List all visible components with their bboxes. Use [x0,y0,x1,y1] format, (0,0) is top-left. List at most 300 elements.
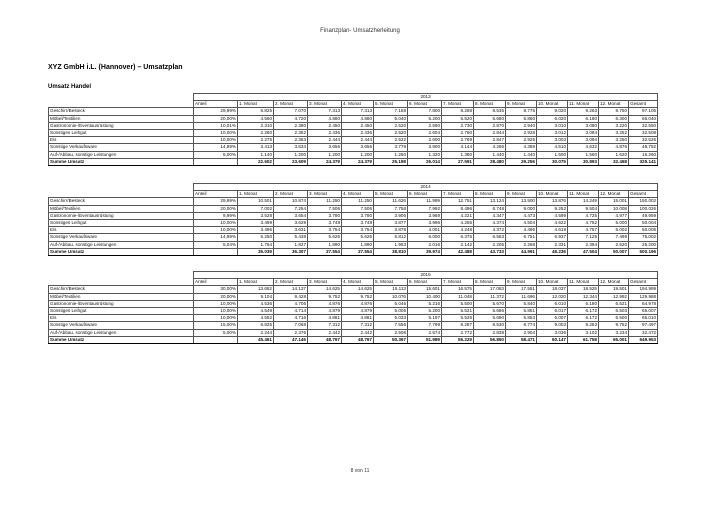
table-row [49,144,658,151]
table-cell: 4.255 [442,220,474,227]
table-cell: 7.556 [374,322,408,329]
table-cell: 1.380 [442,151,474,158]
table-cell: 9.750 [599,108,629,115]
sum-cell: 61.758 [568,336,599,343]
table-cell: 5.250 [238,234,274,241]
sum-cell: 36.307 [274,248,308,255]
blank-cell [49,184,194,191]
table-cell: 2.870 [474,122,506,129]
sum-cell: 44.991 [506,248,537,255]
table-cell: 7.800 [408,108,442,115]
table-cell: 3.654 [274,212,308,219]
table-cell: 4.388 [506,144,537,151]
blank-cell [49,101,194,108]
table-cell: 2.508 [374,329,408,336]
table-cell: 14.137 [274,286,308,293]
table-cell: 5.526 [442,315,474,322]
table-cell: 10,00% [194,130,238,137]
table-cell: 75.002 [629,234,658,241]
table-cell: 1.827 [274,241,308,248]
column-header: 6. Monat [408,101,442,108]
table-cell: 3.102 [568,329,599,336]
table-cell: 5.680 [474,115,506,122]
table-cell: 3.010 [537,122,568,129]
table-cell: 11.048 [442,293,474,300]
company-heading: XYZ GmbH i.L. (Hannover) – Umsatzplan [48,64,183,71]
table-cell: 10,00% [194,300,238,307]
column-header: Anteil [194,101,238,108]
table-cell: 5.500 [442,300,474,307]
table-cell: 2.450 [342,122,374,129]
table-row [49,108,658,115]
table-cell: 8.288 [442,108,474,115]
table-cell: 4.881 [308,315,342,322]
table-cell: 6.020 [537,115,568,122]
table-cell: 6.172 [568,315,599,322]
table-cell: 1.200 [342,151,374,158]
table-cell: 12.751 [442,198,474,205]
table-cell: 50.004 [629,220,658,227]
table-cell: 7.758 [374,205,408,212]
row-label: Gastronomie-/Eventausrüstung [49,212,194,219]
table-cell: 2.244 [238,329,274,336]
column-header: 12. Monat [599,191,629,198]
column-header: 4. Monat [342,279,374,286]
column-header: 5. Monat [374,279,408,286]
table-row [49,293,658,300]
column-header: 8. Monat [474,279,506,286]
table-cell: 32.472 [629,329,658,336]
table-cell: 100.026 [629,205,658,212]
table-cell: 14,99% [194,234,238,241]
table-cell: 9.000 [506,205,537,212]
column-header: Gesamt [629,279,658,286]
table-cell: 1.140 [238,151,274,158]
table-cell: 4.752 [568,220,599,227]
table-cell: 5.000 [599,220,629,227]
table-cell: 7.002 [238,205,274,212]
row-label: Eis [49,137,194,144]
table-cell: 2.522 [374,137,408,144]
sum-cell: 47.146 [274,336,308,343]
table-cell: 5.033 [374,315,408,322]
table-cell: 4.876 [342,300,374,307]
table-cell: 5.002 [599,227,629,234]
table-cell: 97.497 [629,322,658,329]
table-cell: 10,01% [194,122,238,129]
table-cell: 3.528 [238,212,274,219]
table-cell: 4.248 [442,227,474,234]
table-cell: 65.010 [629,315,658,322]
table-cell: 6.300 [599,115,629,122]
table-cell: 2.444 [308,137,342,144]
table-cell: 2.772 [442,329,474,336]
table-cell: 3.656 [342,144,374,151]
table-cell: 9,99% [194,212,238,219]
sum-cell: 22.602 [238,158,274,165]
table-cell: 4.725 [568,212,599,219]
table-cell: 2.520 [374,130,408,137]
row-label: Sonstiges Leihgut [49,308,194,315]
column-header: 8. Monat [474,101,506,108]
table-cell: 7.506 [308,205,342,212]
sum-cell: 58.471 [506,336,537,343]
table-cell: 1.500 [537,151,568,158]
column-header: 11. Monat [568,101,599,108]
table-cell: 1.440 [474,151,506,158]
column-header: 10. Monat [537,279,568,286]
table-cell: 2.310 [238,122,274,129]
table-cell: 5.812 [374,234,408,241]
table-cell: 20,00% [194,205,238,212]
table-cell: 50.005 [629,227,658,234]
table-cell: 5,04% [194,241,238,248]
table-cell: 2.520 [374,122,408,129]
table-cell: 3.754 [308,227,342,234]
table-row [49,315,658,322]
table-cell: 3.036 [537,329,568,336]
table-cell: 5.438 [274,234,308,241]
table-cell: 7.499 [599,234,629,241]
column-header: 3. Monat [308,101,342,108]
sum-cell: 46.236 [537,248,568,255]
sum-row [49,158,658,165]
table-cell: 20,00% [194,115,238,122]
table-cell: 5.840 [506,300,537,307]
table-row [49,234,658,241]
table-cell: 3.631 [274,227,308,234]
table-cell: 7.992 [408,205,442,212]
row-label: Sonstiges Leihgut [49,130,194,137]
table-cell: 3.094 [568,137,599,144]
table-cell: 194.999 [629,286,658,293]
table-cell: 4.510 [537,144,568,151]
table-cell: 4.706 [274,300,308,307]
row-label: Eis [49,315,194,322]
table-cell: 1.764 [238,241,274,248]
table-cell: 14.249 [568,198,599,205]
table-cell: 2.380 [274,122,308,129]
section-heading: Umsatz Handel [48,84,92,90]
table-cell: 1.200 [274,151,308,158]
table-cell: 29,99% [194,198,238,205]
table-cell: 14.625 [308,286,342,293]
sum-cell: 24.379 [342,158,374,165]
table-row [49,151,658,158]
table-cell: 2.730 [442,122,474,129]
table-cell: 8.535 [474,108,506,115]
table-cell: 12.344 [568,293,599,300]
table-row [49,322,658,329]
table-cell: 11.999 [408,198,442,205]
table-cell: 2.142 [442,241,474,248]
table-cell: 7.068 [274,322,308,329]
table-cell: 13.652 [238,286,274,293]
table-cell: 6.563 [474,234,506,241]
table-cell: 29,99% [194,108,238,115]
table-cell: 3.220 [599,122,629,129]
table-cell: 10,00% [194,308,238,315]
table-cell: 5.005 [374,308,408,315]
table-cell: 5.686 [474,308,506,315]
sum-cell: 65.001 [599,336,629,343]
table-cell: 3.495 [238,227,274,234]
table-cell: 6.937 [537,234,568,241]
sum-cell: 55.229 [442,336,474,343]
year-header: 2014 [194,184,658,191]
table-cell: 5.851 [506,308,537,315]
column-header: 11. Monat [568,191,599,198]
sum-cell: 50.007 [599,248,629,255]
table-cell: 30,00% [194,286,238,293]
table-cell: 2.844 [474,130,506,137]
table-cell: 97.105 [629,108,658,115]
table-cell: 3.003 [537,137,568,144]
column-header: 9. Monat [506,101,537,108]
table-cell: 150.002 [629,198,658,205]
table-cell: 17.063 [474,286,506,293]
table-cell: 3.906 [374,212,408,219]
table-cell: 16.575 [442,286,474,293]
blank-cell [49,279,194,286]
column-header: 9. Monat [506,279,537,286]
sum-cell: 24.379 [308,158,342,165]
sum-cell [194,248,238,255]
table-cell: 5.626 [342,234,374,241]
table-cell: 3.754 [342,227,374,234]
table-cell: 3.499 [238,220,274,227]
table-cell: 1.260 [374,151,408,158]
sum-cell: 51.989 [408,336,442,343]
table-cell: 4.560 [238,115,274,122]
table-row [49,115,658,122]
table-cell: 4.757 [568,227,599,234]
table-cell: 3.969 [408,212,442,219]
row-label: Gastronomie-/Eventausrüstung [49,300,194,307]
blank-cell [49,191,194,198]
table-row [49,308,658,315]
sum-cell: 39.974 [408,248,442,255]
table-cell: 8.775 [506,108,537,115]
sum-cell: 29.256 [506,158,537,165]
table-cell: 11.372 [474,293,506,300]
table-cell: 4.599 [537,212,568,219]
table-cell: 2.205 [474,241,506,248]
row-label: Auf-/Abbau, sonstige Leistungen [49,241,194,248]
blank-cell [49,94,194,101]
table-row [49,300,658,307]
table-cell: 6.180 [568,115,599,122]
column-header: 9. Monat [506,191,537,198]
table-cell: 2.436 [308,130,342,137]
table-cell: 15,00% [194,322,238,329]
column-header: 3. Monat [308,191,342,198]
table-cell: 4.881 [342,315,374,322]
table-cell: 15.601 [408,286,442,293]
table-cell: 3.900 [408,144,442,151]
table-cell: 4.221 [442,212,474,219]
sum-cell: 60.147 [537,336,568,343]
column-header: 6. Monat [408,279,442,286]
table-cell: 6.500 [599,315,629,322]
table-row [49,220,658,227]
table-cell: 9.752 [599,322,629,329]
table-cell: 6.375 [442,234,474,241]
page-number: 8 von 11 [350,468,370,474]
sum-cell: 45.461 [238,336,274,343]
row-label: Auf-/Abbau, sonstige Leistungen [49,329,194,336]
table-cell: 18.037 [537,286,568,293]
row-label: Möbel/Textilien [49,293,194,300]
row-label: Möbel/Textilien [49,205,194,212]
sum-cell: 27.591 [442,158,474,165]
table-cell: 4.632 [568,144,599,151]
table-cell: 11.250 [308,198,342,205]
table-cell: 10,00% [194,315,238,322]
table-cell: 5.521 [442,308,474,315]
table-row [49,286,658,293]
sum-cell: 48.767 [342,336,374,343]
column-header: 8. Monat [474,191,506,198]
table-cell: 9.752 [342,293,374,300]
column-header: 3. Monat [308,279,342,286]
table-cell: 7.125 [568,234,599,241]
table-row [49,205,658,212]
table-cell: 25.200 [629,241,658,248]
row-label: Geschirr/Besteck [49,198,194,205]
table-row [49,198,658,205]
table-cell: 5,00% [194,151,238,158]
column-header: 5. Monat [374,191,408,198]
table-cell: 7.158 [374,108,408,115]
table-cell: 2.450 [308,122,342,129]
table-cell: 4.720 [274,115,308,122]
table-cell: 4.714 [274,308,308,315]
sum-cell: 43.733 [474,248,506,255]
table-cell: 11.250 [342,198,374,205]
table-cell: 1.953 [374,241,408,248]
table-cell: 3.778 [374,144,408,151]
table-cell: 4.549 [238,308,274,315]
table-row [49,130,658,137]
table-cell: 8.287 [442,322,474,329]
sum-cell: 32.468 [599,158,629,165]
column-header: 1. Monat [238,279,274,286]
table-cell: 4.876 [599,144,629,151]
table-cell: 7.313 [308,108,342,115]
table-cell: 6.751 [506,234,537,241]
table-cell: 48.752 [629,144,658,151]
table-cell: 7.312 [342,322,374,329]
table-cell: 12.992 [599,293,629,300]
table-cell: 3.629 [274,220,308,227]
row-label: Geschirr/Besteck [49,286,194,293]
table-cell: 2.331 [537,241,568,248]
table-cell: 8.530 [474,322,506,329]
sum-cell: 26.014 [408,158,442,165]
table-cell: 6.017 [537,308,568,315]
blank-cell [49,272,194,279]
table-cell: 2.600 [408,137,442,144]
table-cell: 32.550 [629,122,658,129]
row-label: Sonstige Verkaufsware [49,234,194,241]
table-cell: 9.252 [537,205,568,212]
table-cell: 32.526 [629,137,658,144]
column-header: 7. Monat [442,279,474,286]
column-header: 1. Monat [238,191,274,198]
table-cell: 2.928 [506,130,537,137]
table-row [49,329,658,336]
table-cell: 18.525 [568,286,599,293]
table-cell: 2.352 [274,130,308,137]
table-cell: 4.880 [308,115,342,122]
table-cell: 9.504 [568,205,599,212]
table-cell: 10.076 [374,293,408,300]
table-cell: 4.622 [537,220,568,227]
table-cell: 9.752 [308,293,342,300]
table-cell: 3.012 [537,130,568,137]
column-header: Anteil [194,279,238,286]
table-cell: 10,00% [194,137,238,144]
column-header: 7. Monat [442,191,474,198]
table-cell: 5,00% [194,329,238,336]
table-cell: 7.799 [408,322,442,329]
sum-cell: 50.367 [374,336,408,343]
table-cell: 10,00% [194,220,238,227]
table-cell: 9.263 [568,108,599,115]
row-label: Sonstiges Leihgut [49,220,194,227]
table-cell: 9.428 [274,293,308,300]
table-cell: 2.444 [342,137,374,144]
column-header: 10. Monat [537,101,568,108]
table-cell: 6.825 [238,108,274,115]
table-cell: 3.780 [308,212,342,219]
table-cell: 11.626 [374,198,408,205]
table-cell: 3.877 [374,220,408,227]
column-header: 12. Monat [599,279,629,286]
table-cell: 15.113 [374,286,408,293]
table-cell: 2.520 [599,241,629,248]
column-header: Anteil [194,191,238,198]
table-cell: 4.619 [537,227,568,234]
table-cell: 4.374 [474,220,506,227]
table-cell: 17.551 [506,286,537,293]
sum-cell: 28.480 [474,158,506,165]
revenue-table-2013 [48,93,658,166]
table-cell: 9.263 [568,322,599,329]
column-header: Gesamt [629,191,658,198]
table-cell: 4.716 [274,315,308,322]
table-cell: 5.197 [408,315,442,322]
column-header: 2. Monat [274,279,308,286]
sum-cell: 56.850 [474,336,506,343]
table-cell: 2.604 [408,130,442,137]
sum-cell [194,336,238,343]
row-label: Eis [49,227,194,234]
table-cell: 4.876 [308,300,342,307]
table-cell: 65.040 [629,115,658,122]
table-cell: 1.620 [599,151,629,158]
table-cell: 49.959 [629,212,658,219]
table-cell: 3.252 [599,130,629,137]
column-header: 7. Monat [442,101,474,108]
table-cell: 5.520 [442,115,474,122]
table-cell: 1.320 [408,151,442,158]
table-cell: 1.890 [342,241,374,248]
table-cell: 8.748 [474,205,506,212]
table-cell: 15.001 [599,198,629,205]
revenue-table-2015 [48,271,658,344]
